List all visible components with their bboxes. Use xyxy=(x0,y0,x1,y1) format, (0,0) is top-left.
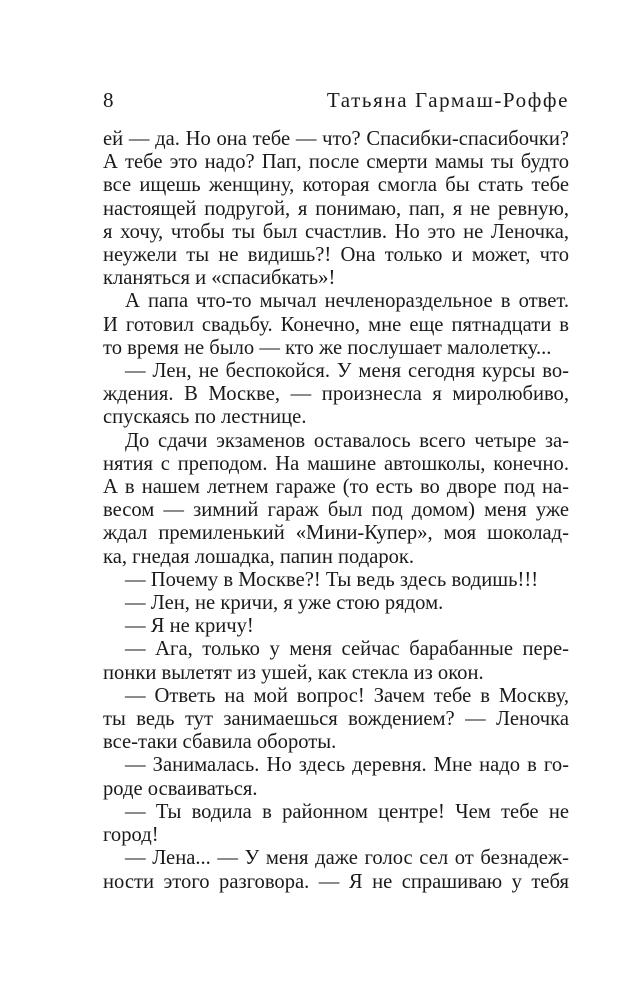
text-line: — Лен, не беспокойся. У меня сегодня курсы во- xyxy=(125,360,569,383)
text-line: — Ага, только у меня сейчас барабанные пере- xyxy=(125,638,569,661)
text-line: все ищешь женщину, которая смогла бы стать тебе xyxy=(103,174,569,197)
text-line: — Почему в Москве?! Ты ведь здесь водишь!!! xyxy=(125,568,539,591)
text-line: понки вылетят из ушей, как стекла из окон. xyxy=(103,661,484,684)
text-line: неужели ты не видишь?! Она только и может, что xyxy=(103,244,569,267)
paragraph xyxy=(103,801,569,847)
text-line: — Лена... — У меня даже голос сел от безнадеж- xyxy=(125,847,569,870)
paragraph xyxy=(103,638,569,684)
paragraph xyxy=(103,290,569,360)
text-line: ты ведь тут занимаешься вождением? — Леночка xyxy=(103,708,569,731)
text-line: А в нашем летнем гараже (то есть во дворе под на- xyxy=(103,476,569,499)
page-number: 8 xyxy=(103,88,114,112)
paragraph xyxy=(103,592,569,615)
running-title: Татьяна Гармаш-Роффе xyxy=(326,88,569,112)
book-page xyxy=(103,86,569,894)
text-line: ей — да. Но она тебе — что? Спасибки-спасибочки? xyxy=(103,128,569,150)
paragraph xyxy=(103,430,569,569)
text-line: А папа что-то мычал нечленораздельное в ответ. xyxy=(125,290,569,313)
paragraph xyxy=(103,569,569,592)
running-head xyxy=(103,86,569,114)
text-line: роде осваиваться. xyxy=(103,777,258,800)
paragraph xyxy=(103,360,569,430)
text-line: До сдачи экзаменов оставалось всего четыре за- xyxy=(125,429,569,452)
text-line: то время не было — кто же послушает малолетку... xyxy=(103,336,552,359)
paragraph xyxy=(103,685,569,755)
text-line: город! xyxy=(103,824,159,847)
text-line: ждения. В Москве, — произнесла я миролюбиво, xyxy=(103,383,569,406)
paragraph xyxy=(103,128,569,290)
text-body xyxy=(103,128,569,894)
text-line: ности этого разговора. — Я не спрашиваю у тебя xyxy=(103,870,569,893)
text-line: настоящей подругой, я понимаю, пап, я не ревную, xyxy=(103,197,569,220)
text-line: нятия с преподом. На машине автошколы, конечно. xyxy=(103,452,569,475)
text-line: я хочу, чтобы ты был счастлив. Но это не Леночка, xyxy=(103,220,569,243)
text-line: весом — зимний гараж был под домом) меня уже xyxy=(103,499,569,522)
text-line: все-таки сбавила обороты. xyxy=(103,731,337,754)
text-line: спускаясь по лестнице. xyxy=(103,406,307,429)
paragraph xyxy=(103,754,569,800)
text-line: — Ты водила в районном центре! Чем тебе не xyxy=(125,800,569,823)
text-line: ждал премиленький «Мини-Купер», моя шоколад- xyxy=(103,522,569,545)
text-line: ка, гнедая лошадка, папин подарок. xyxy=(103,545,415,568)
text-line: кланяться и «спасибкать»! xyxy=(103,267,336,290)
text-line: И готовил свадьбу. Конечно, мне еще пятнадцати в xyxy=(103,313,569,336)
text-line: А тебе это надо? Пап, после смерти мамы ты будто xyxy=(103,151,569,174)
text-line: — Я не кричу! xyxy=(125,615,254,638)
text-line: — Занималась. Но здесь деревня. Мне надо в го- xyxy=(125,754,569,777)
paragraph xyxy=(103,847,569,893)
text-line: — Лен, не кричи, я уже стою рядом. xyxy=(125,592,444,615)
text-line: — Ответь на мой вопрос! Зачем тебе в Москву, xyxy=(125,684,569,707)
paragraph xyxy=(103,615,569,638)
